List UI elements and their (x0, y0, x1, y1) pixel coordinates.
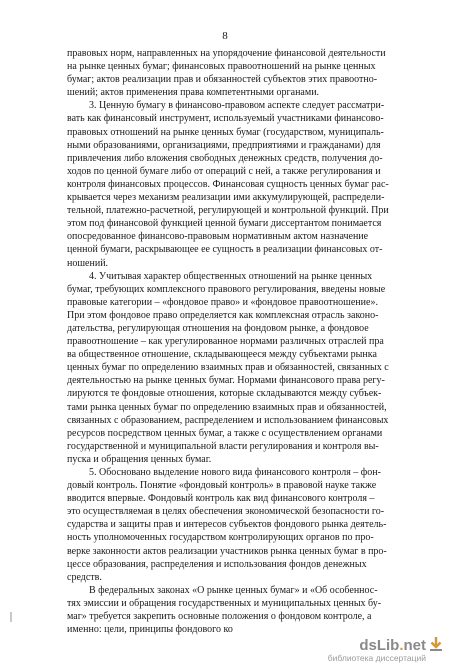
text-line: на рынке ценных бумаг; финансовых правоотношений на рынке ценных (67, 61, 376, 73)
text-line: вводится впервые. Фондовый контроль как вид финансового контроля – (67, 493, 375, 505)
text-line: довый контроль. Понятие «фондовый контроль» в правовой науке также (67, 480, 377, 492)
text-line: ресурсов посредством ценных бумаг, а также с осуществлением органами (67, 427, 383, 439)
text-line: это осуществляемая в целях обеспечения экономической безопасности го- (67, 506, 385, 518)
text-line: правоотношение – как урегулированное нормами различных отраслей пра (67, 336, 384, 348)
text-line: ва общественное отношение, складывающееся между субъектами рынка (67, 349, 377, 361)
text-line: верке законности актов реализации участников рынка ценных бумаг в про- (67, 545, 387, 557)
text-line: ходов по ценной бумаге либо от операций с ней, а также регулирования и (67, 165, 381, 177)
text-line: ность уполномоченных государством контролирующих органов по про- (67, 532, 374, 544)
scan-artifact (10, 612, 12, 622)
text-line: лируются те фондовые отношения, которые складываются между субъек- (67, 388, 382, 400)
text-line: государственной и муниципальной власти регулирования и контроля вы- (67, 440, 379, 452)
text-line: этом под финансовой функцией ценной бумаги диссертантом понимается (67, 218, 382, 230)
text-line: 4. Учитывая характер общественных отношений на рынке ценных (89, 270, 373, 282)
text-line: крывается через механизм реализации ими аккумулирующей, распредели- (67, 192, 385, 204)
brand-tld: net (403, 637, 426, 654)
brand-dot: . (399, 637, 404, 654)
dslib-watermark[interactable] (322, 638, 444, 668)
text-line: деятельностью на рынке ценных бумаг. Нормами финансового права регу- (67, 375, 385, 387)
text-line: ценных бумаг по определению взаимных прав и обязанностей, связанных с (67, 362, 389, 374)
text-line: тях эмиссии и обращения государственных и муниципальных ценных бу- (67, 597, 382, 609)
text-line: тельной, платежно-расчетной, регулирующей и контрольной функций. При (67, 205, 389, 217)
text-line: 5. Обосновано выделение нового вида финансового контроля – фон- (89, 467, 381, 478)
text-line: ными образованиями, организациями, предприятиями и гражданами) для (67, 139, 381, 151)
document-body (67, 47, 410, 636)
text-line: В федеральных законах «О рынке ценных бумаг» и «Об особеннос- (89, 584, 378, 596)
text-line: пуска и обращения ценных бумаг. (67, 453, 212, 465)
page-number: 8 (222, 30, 228, 42)
text-line: бумаг; актов реализации прав и обязанностей субъектов этих правоотно- (67, 74, 378, 86)
text-line: вать как финансовый инструмент, используемый участниками финансово- (67, 113, 384, 125)
text-line: сударства и защиты прав и интересов субъектов фондового рынка деятель- (67, 519, 387, 531)
text-line: привлечения либо вложения свободных денежных средств, получения до- (67, 152, 383, 164)
text-line: опосредованное финансово-правовым нормативным актом назначение (67, 231, 369, 243)
text-line: именно: цели, принципы фондового ко (67, 624, 233, 636)
download-arrow-icon (428, 636, 444, 652)
text-line: шений; актов применения права компетентными органами. (67, 87, 320, 99)
text-line: правовые категории – «фондовое право» и «фондовое правоотношение». (67, 296, 378, 308)
text-line: контроля финансовых процессов. Финансовая сущность ценных бумаг рас- (67, 178, 389, 190)
text-line: ношений. (67, 257, 109, 269)
text-line: бумаг, требующих комплексного правового регулирования, введены новые (67, 283, 386, 295)
text-line: цессе образования, распределения и использования фондов денежных (67, 558, 367, 570)
text-line: дательства, регулирующая отношения на фондовом рынке, а фондовое (67, 322, 369, 334)
text-line: связанных с образованием, распределением и использованием финансовых (67, 414, 389, 426)
text-line: средств. (67, 571, 102, 583)
watermark-brand (359, 638, 426, 653)
text-line: правовых норм, направленных на упорядочение финансовой деятельности (67, 48, 386, 59)
text-line: правовых отношений на рынке ценных бумаг (государством, муниципаль- (67, 126, 384, 138)
text-line: тами рынка ценных бумаг по определению взаимных прав и обязанностей, (67, 401, 387, 413)
text-line: 3. Ценную бумагу в финансово-правовом аспекте следует рассматри- (89, 100, 385, 112)
text-line: ценной бумаги, раскрывающее ее сущность в реализации финансовых от- (67, 244, 383, 256)
watermark-text (328, 638, 426, 664)
text-line: маг» требуется закрепить основные положения о фондовом контроле, а (67, 611, 372, 623)
watermark-subtitle: библиотека диссертаций (327, 653, 426, 663)
text-line: При этом фондовое право определяется как комплексная отрасль законо- (67, 309, 379, 321)
brand-main: dsLib (359, 637, 400, 654)
